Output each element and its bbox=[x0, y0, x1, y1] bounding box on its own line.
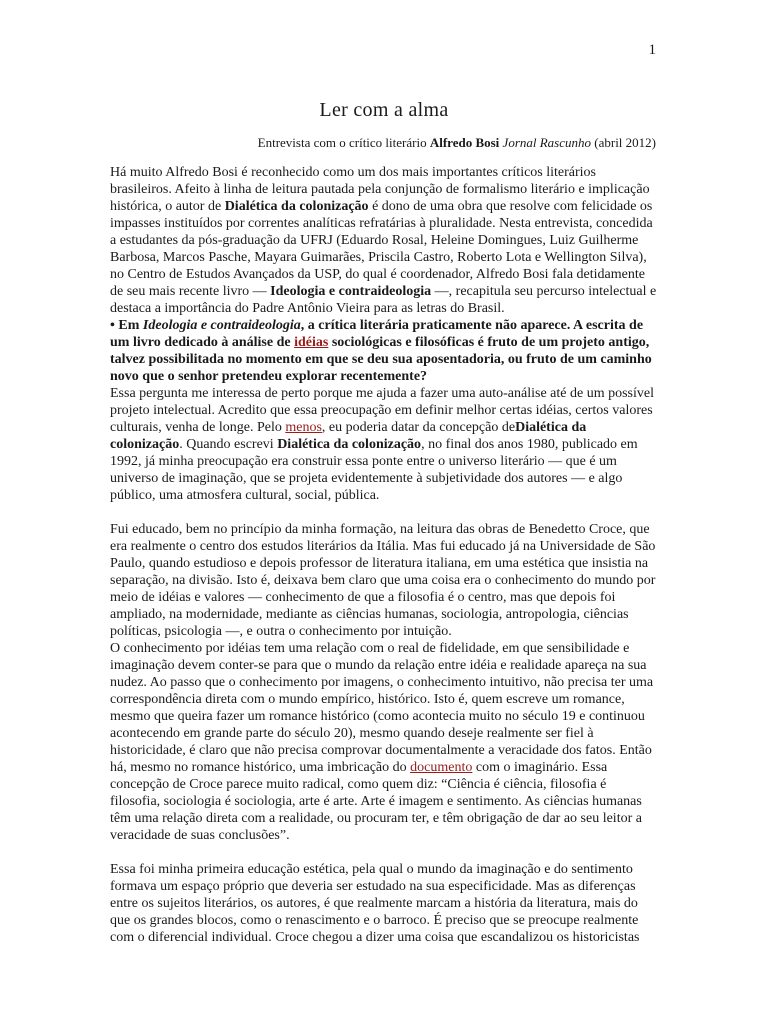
paragraph-gap bbox=[110, 844, 658, 861]
paragraph-gap bbox=[110, 504, 658, 521]
knowledge-text-1: O conhecimento por idéias tem uma relação com o real de fidelidade, em que sensibilidade e imaginação devem conter-se para que o mundo da relação entre idéia e realidade apareça na sua nudez. Ao passo que o conhecimento por imagens, o conhecimento intuitivo, não precisa ter uma correspondência direta com o mundo empírico, histórico. Isto é, quem escreve um romance, mesmo que queira fazer um romance histórico (como acontecia muito no século 19 e continuou acontecendo em grande parte do século 20), mesmo quando deseje realmente ser fiel à historicidade, é claro que não precisa comprovar documentalmente a veracidade dos fatos. Então há, mesmo no romance histórico, uma imbricação do bbox=[110, 641, 654, 775]
paragraph-croce: Fui educado, bem no princípio da minha formação, na leitura das obras de Benedetto Croce, que era realmente o centro dos estudos literários da Itália. Mas fui educado já na Universidade de São Paulo, quando estudioso e depois professor de literatura italiana, em uma estética que insistia na separação, na divisão. Isto é, deixava bem claro que uma coisa era o conhecimento do mundo por meio de idéias e valores — conhecimento de que a filosofia é o centro, mas que depois foi ampliado, na modernidade, mediante as ciências humanas, sociologia, antropologia, ciências políticas, psicologia —, e outra o conhecimento por intuição. bbox=[110, 522, 656, 639]
documento-link[interactable]: documento bbox=[410, 760, 473, 775]
intro-book-title-2: Ideologia e contraideologia bbox=[270, 284, 432, 299]
intro-paragraph bbox=[110, 164, 658, 317]
menos-link[interactable]: menos bbox=[285, 420, 322, 435]
article-body bbox=[110, 164, 658, 946]
knowledge-text-2: com o imaginário. Essa concepção de Croce parece muito radical, como quem diz: “Ciência é ciência, filosofia é filosofia, sociologia é sociologia, arte é arte. Arte é imagem e sentimento. As ciências humanas têm uma relação direta com a realidade, ou procuram ter, e têm obrigação de dar ao seu leitor a veracidade de suas conclusões”. bbox=[110, 760, 642, 843]
question-book-title: Ideologia e contraideologia bbox=[142, 318, 301, 333]
intro-text-2: é dono de uma obra que resolve com felicidade os impasses instituídos por correntes analíticas refratárias à pluralidade. Nesta entrevista, concedida a estudantes da pós-graduação da UFRJ (Eduardo Rosal, Heleine Domingues, Luiz Guilherme Barbosa, Marcos Pasche, Mayara Guimarães, Priscila Castro, Roberto Lota e Wellington Silva), no Centro de Estudos Avançados da USP, do qual é coordenador, Alfredo Bosi fala detidamente de seu mais recente livro — bbox=[110, 199, 653, 299]
answer-book-title-1: Dialética da colonização bbox=[110, 420, 587, 452]
question-1 bbox=[110, 317, 658, 385]
paragraph-aesthetic: Essa foi minha primeira educação estética, pela qual o mundo da imaginação e do sentimento formava um espaço próprio que deveria ser estudado na sua especificidade. Mas as diferenças entre os sujeitos literários, os autores, é que realmente marcam a história da literatura, mais do que os grandes blocos, como o renascimento e o barroco. É preciso que se preocupe realmente com o diferencial individual. Croce chegou a dizer uma coisa que escandalizou os historicistas bbox=[110, 862, 640, 945]
intro-text-3: —, recapitula seu percurso intelectual e destaca a importância do Padre Antônio Vieira para as letras do Brasil. bbox=[110, 284, 657, 316]
subtitle-prefix: Entrevista com o crítico literário bbox=[257, 135, 430, 150]
intro-text-1: Há muito Alfredo Bosi é reconhecido como um dos mais importantes críticos literários brasileiros. Afeito à linha de leitura pautada pela conjunção de formalismo literário e implicação histórica, o autor de bbox=[110, 165, 650, 214]
answer-text-3: . Quando escrevi bbox=[179, 437, 278, 452]
intro-book-title-1: Dialética da colonização bbox=[224, 199, 369, 214]
answer-text-2: , eu poderia datar da concepção de bbox=[321, 420, 516, 435]
article-subtitle bbox=[0, 135, 656, 151]
subtitle-source: Jornal Rascunho bbox=[502, 135, 592, 150]
article-title: Ler com a alma bbox=[319, 99, 449, 121]
page-number: 1 bbox=[648, 42, 656, 58]
question-bullet: • Em bbox=[110, 318, 143, 333]
answer-text-4: , no final dos anos 1980, publicado em 1992, já minha preocupação era construir essa ponte entre o universo literário — que é um universo de imaginação, que se projeta evidentemente à subjetividade dos autores — e algo público, uma atmosfera cultural, social, pública. bbox=[110, 437, 638, 503]
question-text-2: sociológicas e filosóficas é fruto de um projeto antigo, talvez possibilitada no momento em que se deu sua aposentadoria, ou fruto de um caminho novo que o senhor pretendeu explorar recentemente? bbox=[110, 335, 652, 384]
paragraph-knowledge bbox=[110, 640, 658, 844]
subtitle-author: Alfredo Bosi bbox=[429, 135, 500, 150]
answer-1 bbox=[110, 385, 658, 504]
answer-book-title-2: Dialética da colonização bbox=[277, 437, 422, 452]
answer-text-1: Essa pergunta me interessa de perto porque me ajuda a fazer uma auto-análise até de um possível projeto intelectual. Acredito que essa preocupação em definir melhor certas idéias, certos valores culturais, venha de longe. Pelo bbox=[110, 386, 654, 435]
question-text-1: , a crítica literária praticamente não aparece. A escrita de um livro dedicado à análise de bbox=[110, 318, 644, 350]
subtitle-date: (abril 2012) bbox=[591, 135, 656, 150]
ideias-link[interactable]: idéias bbox=[294, 335, 329, 350]
